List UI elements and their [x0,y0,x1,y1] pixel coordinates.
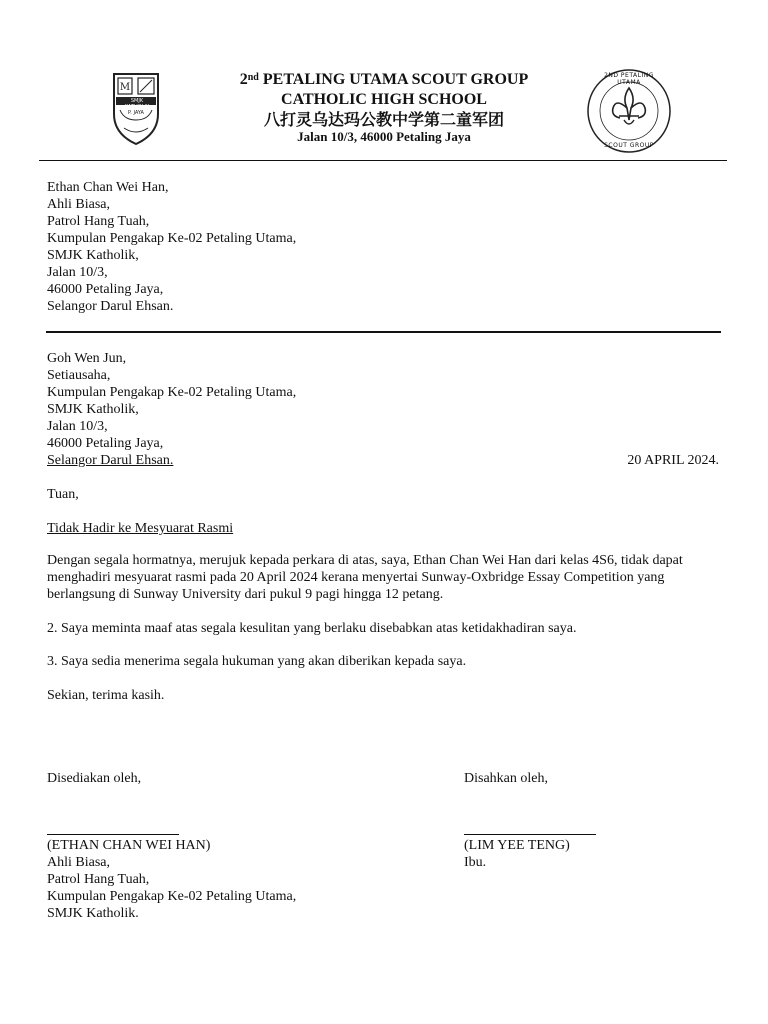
sender-line: Ahli Biasa, [47,197,110,212]
letterhead-chinese-name: 八打灵乌达玛公教中学第二童军团 [263,110,504,129]
signatory-line: Ahli Biasa, [47,855,110,870]
recipient-line: Selangor Darul Ehsan. [47,453,174,468]
scout-group-logo [586,68,672,154]
body-paragraph-1: Dengan segala hormatnya, merujuk kepada perkara di atas, saya, Ethan Chan Wei Han dari kelas 4S6, tidak dapat menghadiri mesyuarat rasmi pada 20 April 2024 kerana menyertai Sunway-Oxbridge Essay Competition yang berlangsung di Sunway University dari pukul 9 pagi hingga 12 petang. [47,553,683,602]
sender-line: Jalan 10/3, [47,265,108,280]
signatory-line: Patrol Hang Tuah, [47,872,150,887]
scout-logo-bottom-text: SCOUT GROUP [604,142,654,149]
crest-subtext: P. JAYA [128,110,144,116]
letterhead-title: 2nd PETALING UTAMA SCOUT GROUP [239,71,529,88]
recipient-line: Setiausaha, [47,368,111,383]
scout-logo-top-text: 2ND PETALING UTAMA [604,72,654,86]
sender-line: Ethan Chan Wei Han, [47,180,169,195]
body-paragraph-2: 2. Saya meminta maaf atas segala kesulitan yang berlaku disebabkan atas ketidakhadiran saya. [47,621,577,636]
header-divider [39,160,727,161]
sender-line: 46000 Petaling Jaya, [47,282,164,297]
letterhead-address: Jalan 10/3, 46000 Petaling Jaya [297,129,471,144]
signatory-line: SMJK Katholik. [47,906,139,921]
approved-by-label: Disahkan oleh, [464,771,548,786]
letterhead-school: CATHOLIC HIGH SCHOOL [281,91,487,108]
prepared-by-details [47,837,296,922]
sender-line: Patrol Hang Tuah, [47,214,150,229]
sender-line: Selangor Darul Ehsan. [47,299,174,314]
body-paragraph-3: 3. Saya sedia menerima segala hukuman yang akan diberikan kepada saya. [47,654,467,669]
prepared-by-label: Disediakan oleh, [47,771,142,786]
letter-subject: Tidak Hadir ke Mesyuarat Rasmi [47,521,234,536]
signatory-name: (ETHAN CHAN WEI HAN) [47,838,211,853]
crest-text: SMJK KATHOLIK [124,98,150,110]
svg-text:M: M [119,82,131,93]
sender-address [47,179,296,315]
recipient-line: Jalan 10/3, [47,419,108,434]
salutation: Tuan, [47,487,79,502]
sender-line: SMJK Katholik, [47,248,139,263]
address-divider [46,331,721,333]
signatory-line: Kumpulan Pengakap Ke-02 Petaling Utama, [47,889,297,904]
approved-by-details [464,837,570,871]
school-crest-logo [110,70,162,146]
signature-line-right [464,834,596,835]
recipient-line: Kumpulan Pengakap Ke-02 Petaling Utama, [47,385,297,400]
sender-line: Kumpulan Pengakap Ke-02 Petaling Utama, [47,231,297,246]
recipient-address [47,350,296,469]
approver-name: (LIM YEE TENG) [464,838,570,853]
recipient-line: 46000 Petaling Jaya, [47,436,164,451]
recipient-line: Goh Wen Jun, [47,351,127,366]
closing-line: Sekian, terima kasih. [47,688,165,703]
letter-date: 20 APRIL 2024. [627,453,719,468]
recipient-line: SMJK Katholik, [47,402,139,417]
signature-line-left [47,834,179,835]
approver-line: Ibu. [464,855,487,870]
